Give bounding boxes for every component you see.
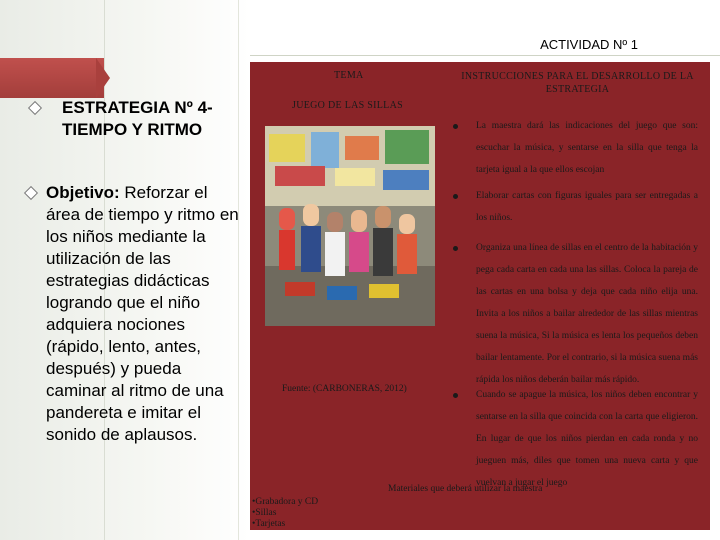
material-item: •Tarjetas: [252, 519, 286, 529]
instruction-item: Organiza una línea de sillas en el centro de la habitación y pega cada carta en cada una las sillas. Coloca la pareja de las cartas en una bolsa y deja que cada niño elija una. Invita a los niños a bailar alrededor de las sillas mientras suena la música, Si la música es lenta los pequeños deben bailar lentamente. Por el contrario, si la música suena más rápida los niños deberán bailar más rápido.: [476, 243, 698, 385]
strategy-heading: ESTRATEGIA Nº 4- TIEMPO Y RITMO: [62, 98, 213, 139]
objective-text: Reforzar el área de tiempo y ritmo en los niños mediante la utilización de las estrategias didácticas logrando que el niño adquiera nociones (rápido, lento, antes, después) y pueda caminar al ritmo de una pandereta e imitar el sonido de aplausos.: [46, 183, 239, 444]
instruction-item: Elaborar cartas con figuras iguales para ser entregadas a los niños.: [476, 191, 698, 223]
bullet-icon: [453, 194, 458, 199]
material-item: •Grabadora y CD: [252, 497, 319, 507]
photo-source: Fuente: (CARBONERAS, 2012): [282, 384, 407, 394]
title-rule: [250, 55, 720, 56]
objective-paragraph: [46, 182, 242, 446]
bullet-icon: [453, 124, 458, 129]
decorative-arrow: [96, 58, 110, 98]
bullet-icon: [453, 393, 458, 398]
instruction-item: Cuando se apague la música, los niños deben encontrar y sentarse en la silla que coincida con la carta que eligieron. En lugar de que los niños pierdan en cada ronda y no jueguen más, diles que tomen una nueva carta y que vuelvan a jugar el juego: [476, 390, 698, 488]
slide-title: ACTIVIDAD Nº 1: [540, 37, 638, 52]
objective-label: Objetivo:: [46, 183, 120, 202]
topic-name: JUEGO DE LAS SILLAS: [292, 100, 403, 111]
column-header-instructions: INSTRUCCIONES PARA EL DESARROLLO DE LA ESTRATEGIA: [461, 71, 694, 95]
instruction-item: La maestra dará las indicaciones del juego que son: escuchar la música, y sentarse en la silla que tenga la tarjeta igual a la que ellos escojan: [476, 121, 698, 175]
material-item: •Sillas: [252, 508, 277, 518]
decorative-accent-bar: [0, 58, 104, 98]
materials-list: [252, 497, 318, 530]
bullet-icon: [453, 246, 458, 251]
materials-header: Materiales que deberá utilizar la maestra: [388, 484, 543, 494]
classroom-photo: [265, 126, 435, 326]
column-header-topic: TEMA: [334, 70, 364, 81]
